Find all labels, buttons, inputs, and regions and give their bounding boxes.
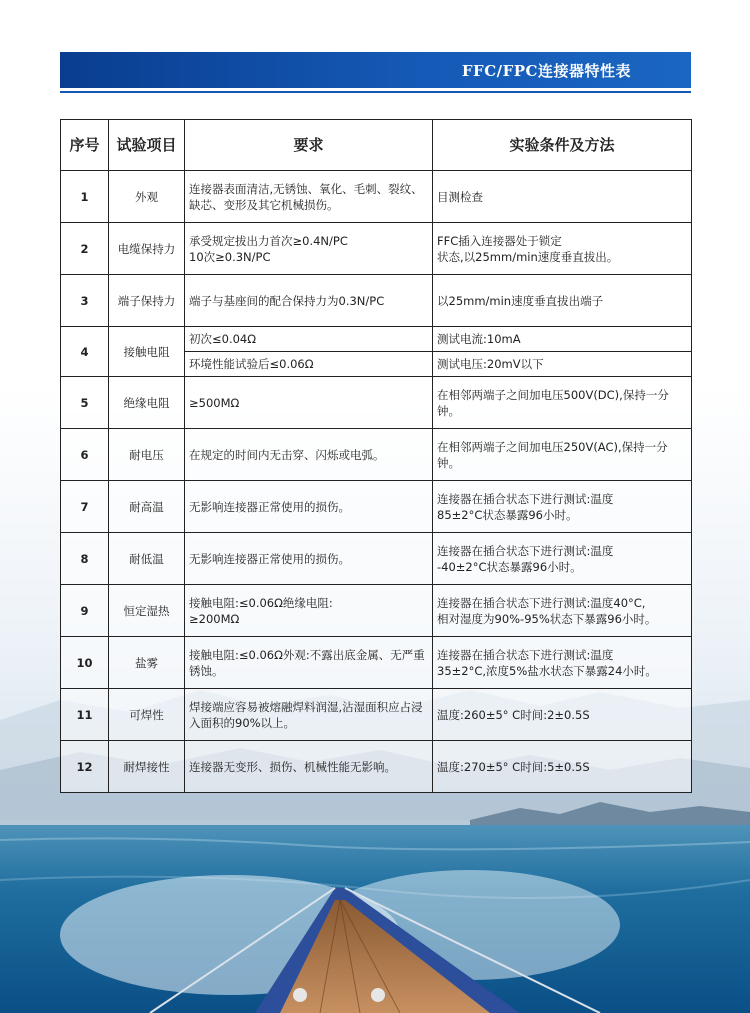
row-requirement: 环境性能试验后≤0.06Ω xyxy=(185,352,433,377)
table-row xyxy=(61,741,692,793)
row-item: 盐雾 xyxy=(109,637,185,689)
table-row xyxy=(61,689,692,741)
header-divider xyxy=(60,91,691,93)
row-item: 耐焊接性 xyxy=(109,741,185,793)
row-requirement: 端子与基座间的配合保持力为0.3N/PC xyxy=(185,275,433,327)
method-line: 连接器在插合状态下进行测试:温度 xyxy=(437,491,614,506)
column-header-item: 试验项目 xyxy=(109,120,185,171)
row-requirement: 连接器无变形、损伤、机械性能无影响。 xyxy=(185,741,433,793)
table-row xyxy=(61,429,692,481)
row-item: 可焊性 xyxy=(109,689,185,741)
row-no: 3 xyxy=(61,275,109,327)
row-requirement xyxy=(185,223,433,275)
row-method xyxy=(433,223,692,275)
row-item: 耐电压 xyxy=(109,429,185,481)
row-requirement: 无影响连接器正常使用的损伤。 xyxy=(185,481,433,533)
row-item: 接触电阻 xyxy=(109,327,185,377)
row-no: 4 xyxy=(61,327,109,377)
method-line: 相对湿度为90%-95%状态下暴露96小时。 xyxy=(437,611,657,626)
row-requirement: 初次≤0.04Ω xyxy=(185,327,433,352)
table-row xyxy=(61,327,692,352)
row-no: 9 xyxy=(61,585,109,637)
row-method xyxy=(433,585,692,637)
row-item: 绝缘电阻 xyxy=(109,377,185,429)
table-row xyxy=(61,481,692,533)
row-no: 11 xyxy=(61,689,109,741)
row-item: 电缆保持力 xyxy=(109,223,185,275)
method-line: 连接器在插合状态下进行测试:温度 xyxy=(437,543,614,558)
row-item: 耐高温 xyxy=(109,481,185,533)
row-no: 12 xyxy=(61,741,109,793)
row-item: 恒定湿热 xyxy=(109,585,185,637)
row-requirement: 在规定的时间内无击穿、闪烁或电弧。 xyxy=(185,429,433,481)
table-row xyxy=(61,585,692,637)
method-line: 状态,以25mm/min速度垂直拔出。 xyxy=(437,249,619,264)
method-line: 连接器在插合状态下进行测试:温度 xyxy=(437,647,614,662)
row-method: 在相邻两端子之间加电压250V(AC),保持一分钟。 xyxy=(433,429,692,481)
row-method: 温度:260±5° C时间:2±0.5S xyxy=(433,689,692,741)
column-header-requirement: 要求 xyxy=(185,120,433,171)
row-no: 10 xyxy=(61,637,109,689)
row-item: 外观 xyxy=(109,171,185,223)
table-row xyxy=(61,275,692,327)
row-item: 端子保持力 xyxy=(109,275,185,327)
column-header-method: 实验条件及方法 xyxy=(433,120,692,171)
column-header-no: 序号 xyxy=(61,120,109,171)
row-no: 1 xyxy=(61,171,109,223)
requirement-line: ≥200MΩ xyxy=(189,611,240,626)
row-method xyxy=(433,481,692,533)
row-requirement: 接触电阻:≤0.06Ω外观:不露出底金属、无严重锈蚀。 xyxy=(185,637,433,689)
requirement-line: 10次≥0.3N/PC xyxy=(189,249,271,264)
row-method: 在相邻两端子之间加电压500V(DC),保持一分钟。 xyxy=(433,377,692,429)
table-row xyxy=(61,171,692,223)
row-method: 测试电流:10mA xyxy=(433,327,692,352)
row-no: 5 xyxy=(61,377,109,429)
row-requirement: ≥500MΩ xyxy=(185,377,433,429)
method-line: 85±2°C状态暴露96小时。 xyxy=(437,507,578,522)
row-no: 8 xyxy=(61,533,109,585)
table-row xyxy=(61,637,692,689)
method-line: 35±2°C,浓度5%盐水状态下暴露24小时。 xyxy=(437,663,657,678)
table-header-row xyxy=(61,120,692,171)
row-method xyxy=(433,533,692,585)
row-requirement: 连接器表面清洁,无锈蚀、氧化、毛刺、裂纹、缺芯、变形及其它机械损伤。 xyxy=(185,171,433,223)
row-no: 6 xyxy=(61,429,109,481)
header-bar xyxy=(60,52,691,88)
row-method: 温度:270±5° C时间:5±0.5S xyxy=(433,741,692,793)
row-method xyxy=(433,637,692,689)
row-method: 测试电压:20mV以下 xyxy=(433,352,692,377)
row-no: 7 xyxy=(61,481,109,533)
requirement-line: 接触电阻:≤0.06Ω绝缘电阻: xyxy=(189,595,333,610)
row-method: 以25mm/min速度垂直拔出端子 xyxy=(433,275,692,327)
row-item: 耐低温 xyxy=(109,533,185,585)
row-no: 2 xyxy=(61,223,109,275)
row-requirement xyxy=(185,585,433,637)
characteristics-table xyxy=(60,119,692,793)
method-line: 连接器在插合状态下进行测试:温度40°C, xyxy=(437,595,646,610)
table-row xyxy=(61,377,692,429)
page-title: FFC/FPC连接器特性表 xyxy=(461,62,631,80)
method-line: FFC插入连接器处于锁定 xyxy=(437,233,562,248)
requirement-line: 承受规定拔出力首次≥0.4N/PC xyxy=(189,233,348,248)
row-method: 目测检查 xyxy=(433,171,692,223)
row-requirement: 无影响连接器正常使用的损伤。 xyxy=(185,533,433,585)
table-row xyxy=(61,223,692,275)
table-row xyxy=(61,533,692,585)
method-line: -40±2°C状态暴露96小时。 xyxy=(437,559,582,574)
row-requirement: 焊接端应容易被熔融焊料润湿,沾湿面积应占浸入面积的90%以上。 xyxy=(185,689,433,741)
